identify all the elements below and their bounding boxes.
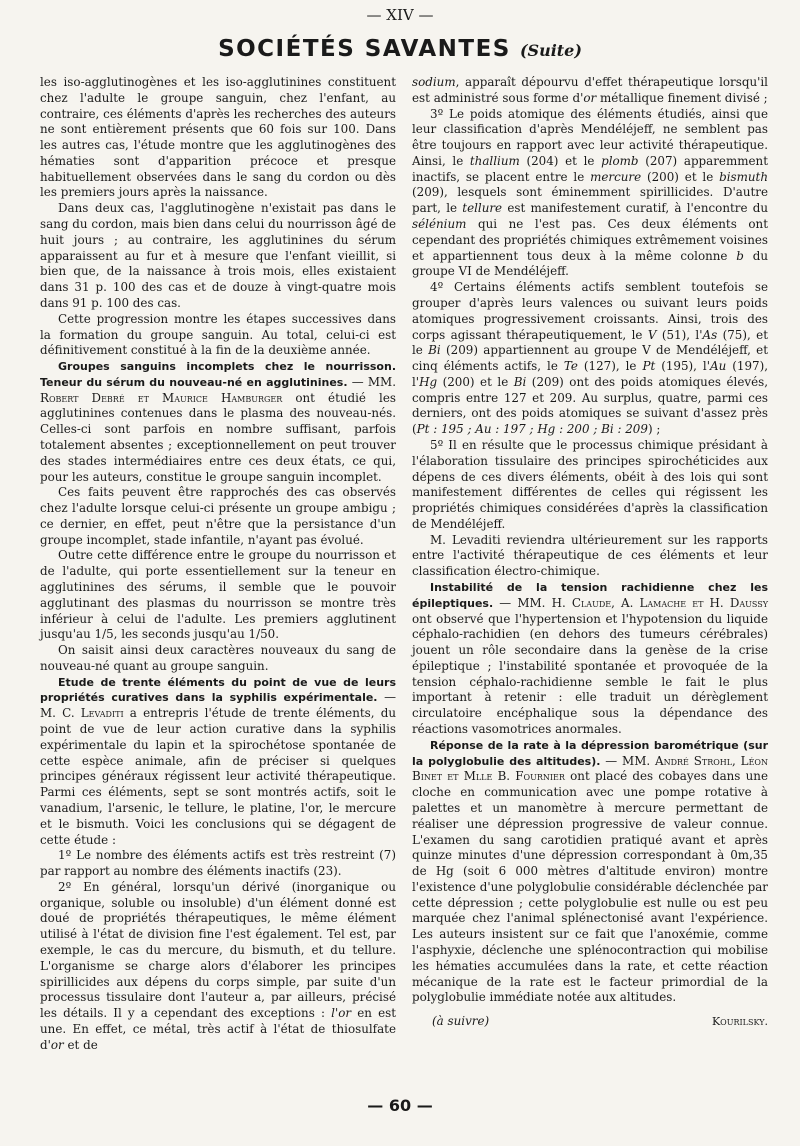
paragraph: Cette progression montre les étapes successives dans la formation du groupe sanguin. Au total, celui-ci est définitivement constitué à la fin de la deuxième année. [40, 311, 396, 358]
author-signature: Kourilsky. [711, 1015, 768, 1029]
section-title: SOCIÉTÉS SAVANTES [218, 36, 511, 62]
paragraph: Dans deux cas, l'agglutinogène n'existait pas dans le sang du cordon, mais bien dans celui du nourrisson âgé de huit jours ; au contraire, les agglutinines du sérum apparaissent au fur et à mesure que l'enfant vieillit, si bien que, de la naissance à trois mois, elles existaient dans 31 p. 100 des cas et de douze à vingt-quatre mois dans 91 p. 100 des cas. [40, 201, 396, 310]
article-authors: H. Claude, A. Lamache et H. Daussy [551, 595, 768, 610]
article-title: Réponse de la rate à la dépression barométrique (sur la polyglobulie des altitudes). [412, 738, 768, 768]
paragraph: 5º Il en résulte que le processus chimique présidant à l'élaboration tissulaire des principes spirochéticides aux dépens de ces divers éléments, obéit à des lois qui sont manifestement différentes de celles qui régissent les propriétés chimiques considérées d'après la classification de Mendéléjeff. [412, 437, 768, 531]
signature-line [412, 1014, 768, 1030]
to-be-continued: (à suivre) [432, 1014, 490, 1029]
paragraph: Ces faits peuvent être rapprochés des cas observés chez l'adulte lorsque celui-ci présente un groupe ambigu ; ce dernier, en effet, peut n'être que la persistance d'un groupe incomplet, stade infantile, n'ayant pas évolué. [40, 485, 396, 547]
paragraph: Outre cette différence entre le groupe du nourrisson et de l'adulte, qui porte essentiellement sur la teneur en agglutinines des sérums, il semble que le pouvoir agglutinant des plasmas du nourrisson se montre très inférieur à celui de l'adulte. Les premiers agglutinent jusqu'au 1/5, les seconds jusqu'au 1/50. [40, 548, 396, 642]
paragraph: 3º Le poids atomique des éléments étudiés, ainsi que leur classification d'après Mendéléjeff, ne semblent pas être toujours en rapport avec leur activité thérapeutique. Ainsi, le thallium (204) et le plomb (207) apparemment inactifs, se placent entre le mercure (200) et le bismuth (209), lesquels sont éminemment spirillicides. D'autre part, le tellure est manifestement curatif, à l'encontre du sélénium qui ne l'est pas. Ces deux éléments ont cependant des propriétés chimiques extrêmement voisines et appartiennent tous deux à la même colonne b du groupe VI de Mendéléjeff. [412, 106, 768, 279]
article-tension-rachidienne: Instabilité de la tension rachidienne chez les épileptiques. — MM. H. Claude, A. Lamache et H. Daussy ont observé que l'hypertension et l'hypotension du liquide céphalo-rachidien (en dehors des tumeurs cérébrales) jouent un rôle secondaire dans la genèse de la crise épileptique ; l'instabilité spontanée et provoquée de la tension céphalo-rachidienne semble le fait le plus important à retenir : elle traduit un dérèglement circulatoire encéphalique sous la dépendance des réactions vasomotrices anormales. [412, 581, 768, 737]
article-authors: Levaditi [80, 706, 124, 721]
article-trente-elements: Etude de trente éléments du point de vue de leurs propriétés curatives dans la syphilis expérimentale. — M. C. Levaditi a entrepris l'étude de trente éléments, du point de vue de leur action curative dans la syphilis expérimentale du lapin et la spirochétose spontanée de cette espèce animale, afin de préciser si quelques principes généraux régissent leur activité thérapeutique. Parmi ces éléments, sept se sont montrés actifs, soit le vanadium, l'arsenic, le tellure, le platine, l'or, le mercure et le bismuth. Voici les conclusions qui se dégagent de cette étude : [40, 675, 396, 847]
article-groupes-sanguins: Groupes sanguins incomplets chez le nourrisson. Teneur du sérum du nouveau-né en agglutinines. — MM. Robert Debré et Maurice Hamburger ont étudié les agglutinines contenues dans le plasma des nouveau-nés. Celles-ci sont parfois en nombre suffisant, parfois totalement absentes ; exceptionnellement on peut trouver des stades intermédiaires entre ces deux états, ce qui, pour les auteurs, constitue le groupe sanguin incomplet. [40, 360, 396, 484]
page-number: — 60 — [367, 1096, 433, 1115]
right-column [412, 75, 768, 1030]
paragraph: M. Levaditi reviendra ultérieurement sur les rapports entre l'activité thérapeutique de ces éléments et leur classification électro-chimique. [412, 532, 768, 579]
roman-page-number: — XIV — [366, 6, 434, 24]
left-column [40, 75, 396, 1053]
article-authors: Robert Debré et Maurice Hamburger [40, 390, 283, 405]
article-title: Instabilité de la tension rachidienne chez les épileptiques. [412, 581, 768, 610]
article-authors: André Strohl, Léon Binet et Mlle B. Fournier [412, 753, 768, 784]
paragraph: les iso-agglutinogènes et les iso-agglutinines constituent chez l'adulte le groupe sanguin, chez l'enfant, au contraire, ces éléments d'après les recherches des auteurs ne sont entièrement présents que 60 fois sur 100. Dans les autres cas, l'étude montre que les agglutinogènes des hématies sont d'apparition précoce et presque habituellement observées dans le sang du cordon ou dès les premiers jours après la naissance. [40, 75, 396, 200]
section-title-suffix: (Suite) [519, 41, 582, 60]
article-title: Groupes sanguins incomplets chez le nourrisson. Teneur du sérum du nouveau-né en agglutinines. [40, 360, 396, 389]
article-title: Etude de trente éléments du point de vue de leurs propriétés curatives dans la syphilis expérimentale. [40, 675, 396, 705]
paragraph: 1º Le nombre des éléments actifs est très restreint (7) par rapport au nombre des éléments inactifs (23). [40, 848, 396, 879]
paragraph: sodium, apparaît dépourvu d'effet thérapeutique lorsqu'il est administré sous forme d'or métallique finement divisé ; [412, 75, 768, 105]
article-rate-depression: Réponse de la rate à la dépression barométrique (sur la polyglobulie des altitudes). — MM. André Strohl, Léon Binet et Mlle B. Fournier ont placé des cobayes dans une cloche en communication avec une pompe rotative à palettes et un manomètre à mercure permettant de réaliser une dépression progressive de valeur connue. L'examen du sang carotidien pratiqué avant et après quinze minutes d'une dépression correspondant à 0m,35 de Hg (soit 6 000 mètres d'altitude environ) montre l'existence d'une polyglobulie considérable déclenchée par cette dépression ; cette polyglobulie est nulle ou est peu marquée chez l'animal splénectonisé avant l'expérience. Les auteurs insistent sur ce fait que l'anoxémie, comme l'asphyxie, déclenche une splénocontraction qui mobilise les hématies accumulées dans la rate, et cette réaction mécanique de la rate est le facteur primordial de la polyglobulie immédiate notée aux altitudes. [412, 738, 768, 1005]
page-heading [0, 36, 800, 62]
paragraph: 2º En général, lorsqu'un dérivé (inorganique ou organique, soluble ou insoluble) d'un élément donné est doué de propriétés thérapeutiques, le même élément utilisé à l'état de division fine l'est également. Tel est, par exemple, le cas du mercure, du bismuth, et du tellure. L'organisme se charge alors d'élaborer les principes spirillicides aux dépens du corps simple, par suite d'un processus tissulaire dont l'auteur a, par ailleurs, précisé les détails. Il y a cependant des exceptions : l'or en est une. En effet, ce métal, très actif à l'état de thiosulfate d'or et de [40, 879, 397, 1052]
paragraph: On saisit ainsi deux caractères nouveaux du sang de nouveau-né quant au groupe sanguin. [40, 643, 396, 673]
paragraph: 4º Certains éléments actifs semblent toutefois se grouper d'après leurs valences ou suivant leurs poids atomiques progressivement croissants. Ainsi, trois des corps agissant thérapeutiquement, le V (51), l'As (75), et le Bi (209) appartiennent au groupe V de Mendéléjeff, et cinq éléments actifs, le Te (127), le Pt (195), l'Au (197), l'Hg (200) et le Bi (209) ont des poids atomiques élevés, compris entre 127 et 209. Au surplus, quatre, parmi ces derniers, ont des poids atomiques se suivant d'assez près (Pt : 195 ; Au : 197 ; Hg : 200 ; Bi : 209) ; [412, 280, 769, 437]
